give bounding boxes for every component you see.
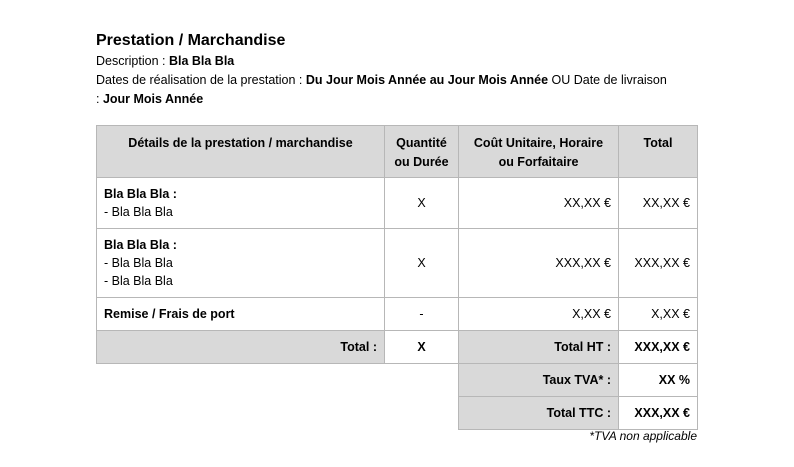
dates-or-label: OU Date de livraison <box>548 73 667 87</box>
item-line: - Bla Bla Bla <box>104 256 173 270</box>
row-quantity: X <box>385 178 459 229</box>
description-value: Bla Bla Bla <box>168 54 235 68</box>
description-label: Description : <box>96 54 169 68</box>
row-details <box>97 178 385 229</box>
item-line: - Bla Bla Bla <box>104 205 173 219</box>
dates-label: Dates de réalisation de la prestation : <box>96 73 306 87</box>
row-total: X,XX € <box>619 298 698 331</box>
row-quantity: - <box>385 298 459 331</box>
totals-row <box>97 331 698 364</box>
tva-label: Taux TVA* : <box>459 364 619 397</box>
dates-line <box>96 71 700 90</box>
document-body <box>96 30 700 109</box>
tva-value: XX % <box>619 364 698 397</box>
header-total: Total <box>619 126 698 178</box>
details-table <box>96 125 698 430</box>
empty-cell <box>385 364 459 397</box>
empty-cell <box>385 397 459 430</box>
tva-footnote: *TVA non applicable <box>589 429 697 443</box>
empty-cell <box>97 364 385 397</box>
item-title: Bla Bla Bla : <box>104 187 177 201</box>
delivery-date-line <box>96 90 700 109</box>
item-line: - Bla Bla Bla <box>104 274 173 288</box>
row-details <box>97 298 385 331</box>
delivery-date-value: Jour Mois Année <box>102 92 204 106</box>
header-details: Détails de la prestation / marchandise <box>97 126 385 178</box>
table-row <box>97 178 698 229</box>
table-row <box>97 298 698 331</box>
ttc-row <box>97 397 698 430</box>
row-unit-cost: X,XX € <box>459 298 619 331</box>
table-row <box>97 229 698 298</box>
row-quantity: X <box>385 229 459 298</box>
table-header-row <box>97 126 698 178</box>
total-ht-value: XXX,XX € <box>619 331 698 364</box>
delivery-date-prefix: : <box>96 92 103 106</box>
header-unit-cost: Coût Unitaire, Horaire ou Forfaitaire <box>459 126 619 178</box>
row-unit-cost: XX,XX € <box>459 178 619 229</box>
total-label: Total : <box>97 331 385 364</box>
row-details <box>97 229 385 298</box>
ttc-label: Total TTC : <box>459 397 619 430</box>
item-title: Bla Bla Bla : <box>104 238 177 252</box>
item-title: Remise / Frais de port <box>104 307 235 321</box>
dates-range: Du Jour Mois Année au Jour Mois Année <box>305 73 549 87</box>
description-line <box>96 52 700 71</box>
section-title: Prestation / Marchandise <box>96 32 286 49</box>
total-quantity: X <box>385 331 459 364</box>
header-quantity: Quantité ou Durée <box>385 126 459 178</box>
row-total: XX,XX € <box>619 178 698 229</box>
ttc-value: XXX,XX € <box>619 397 698 430</box>
tva-row <box>97 364 698 397</box>
row-unit-cost: XXX,XX € <box>459 229 619 298</box>
total-ht-label: Total HT : <box>459 331 619 364</box>
empty-cell <box>97 397 385 430</box>
row-total: XXX,XX € <box>619 229 698 298</box>
